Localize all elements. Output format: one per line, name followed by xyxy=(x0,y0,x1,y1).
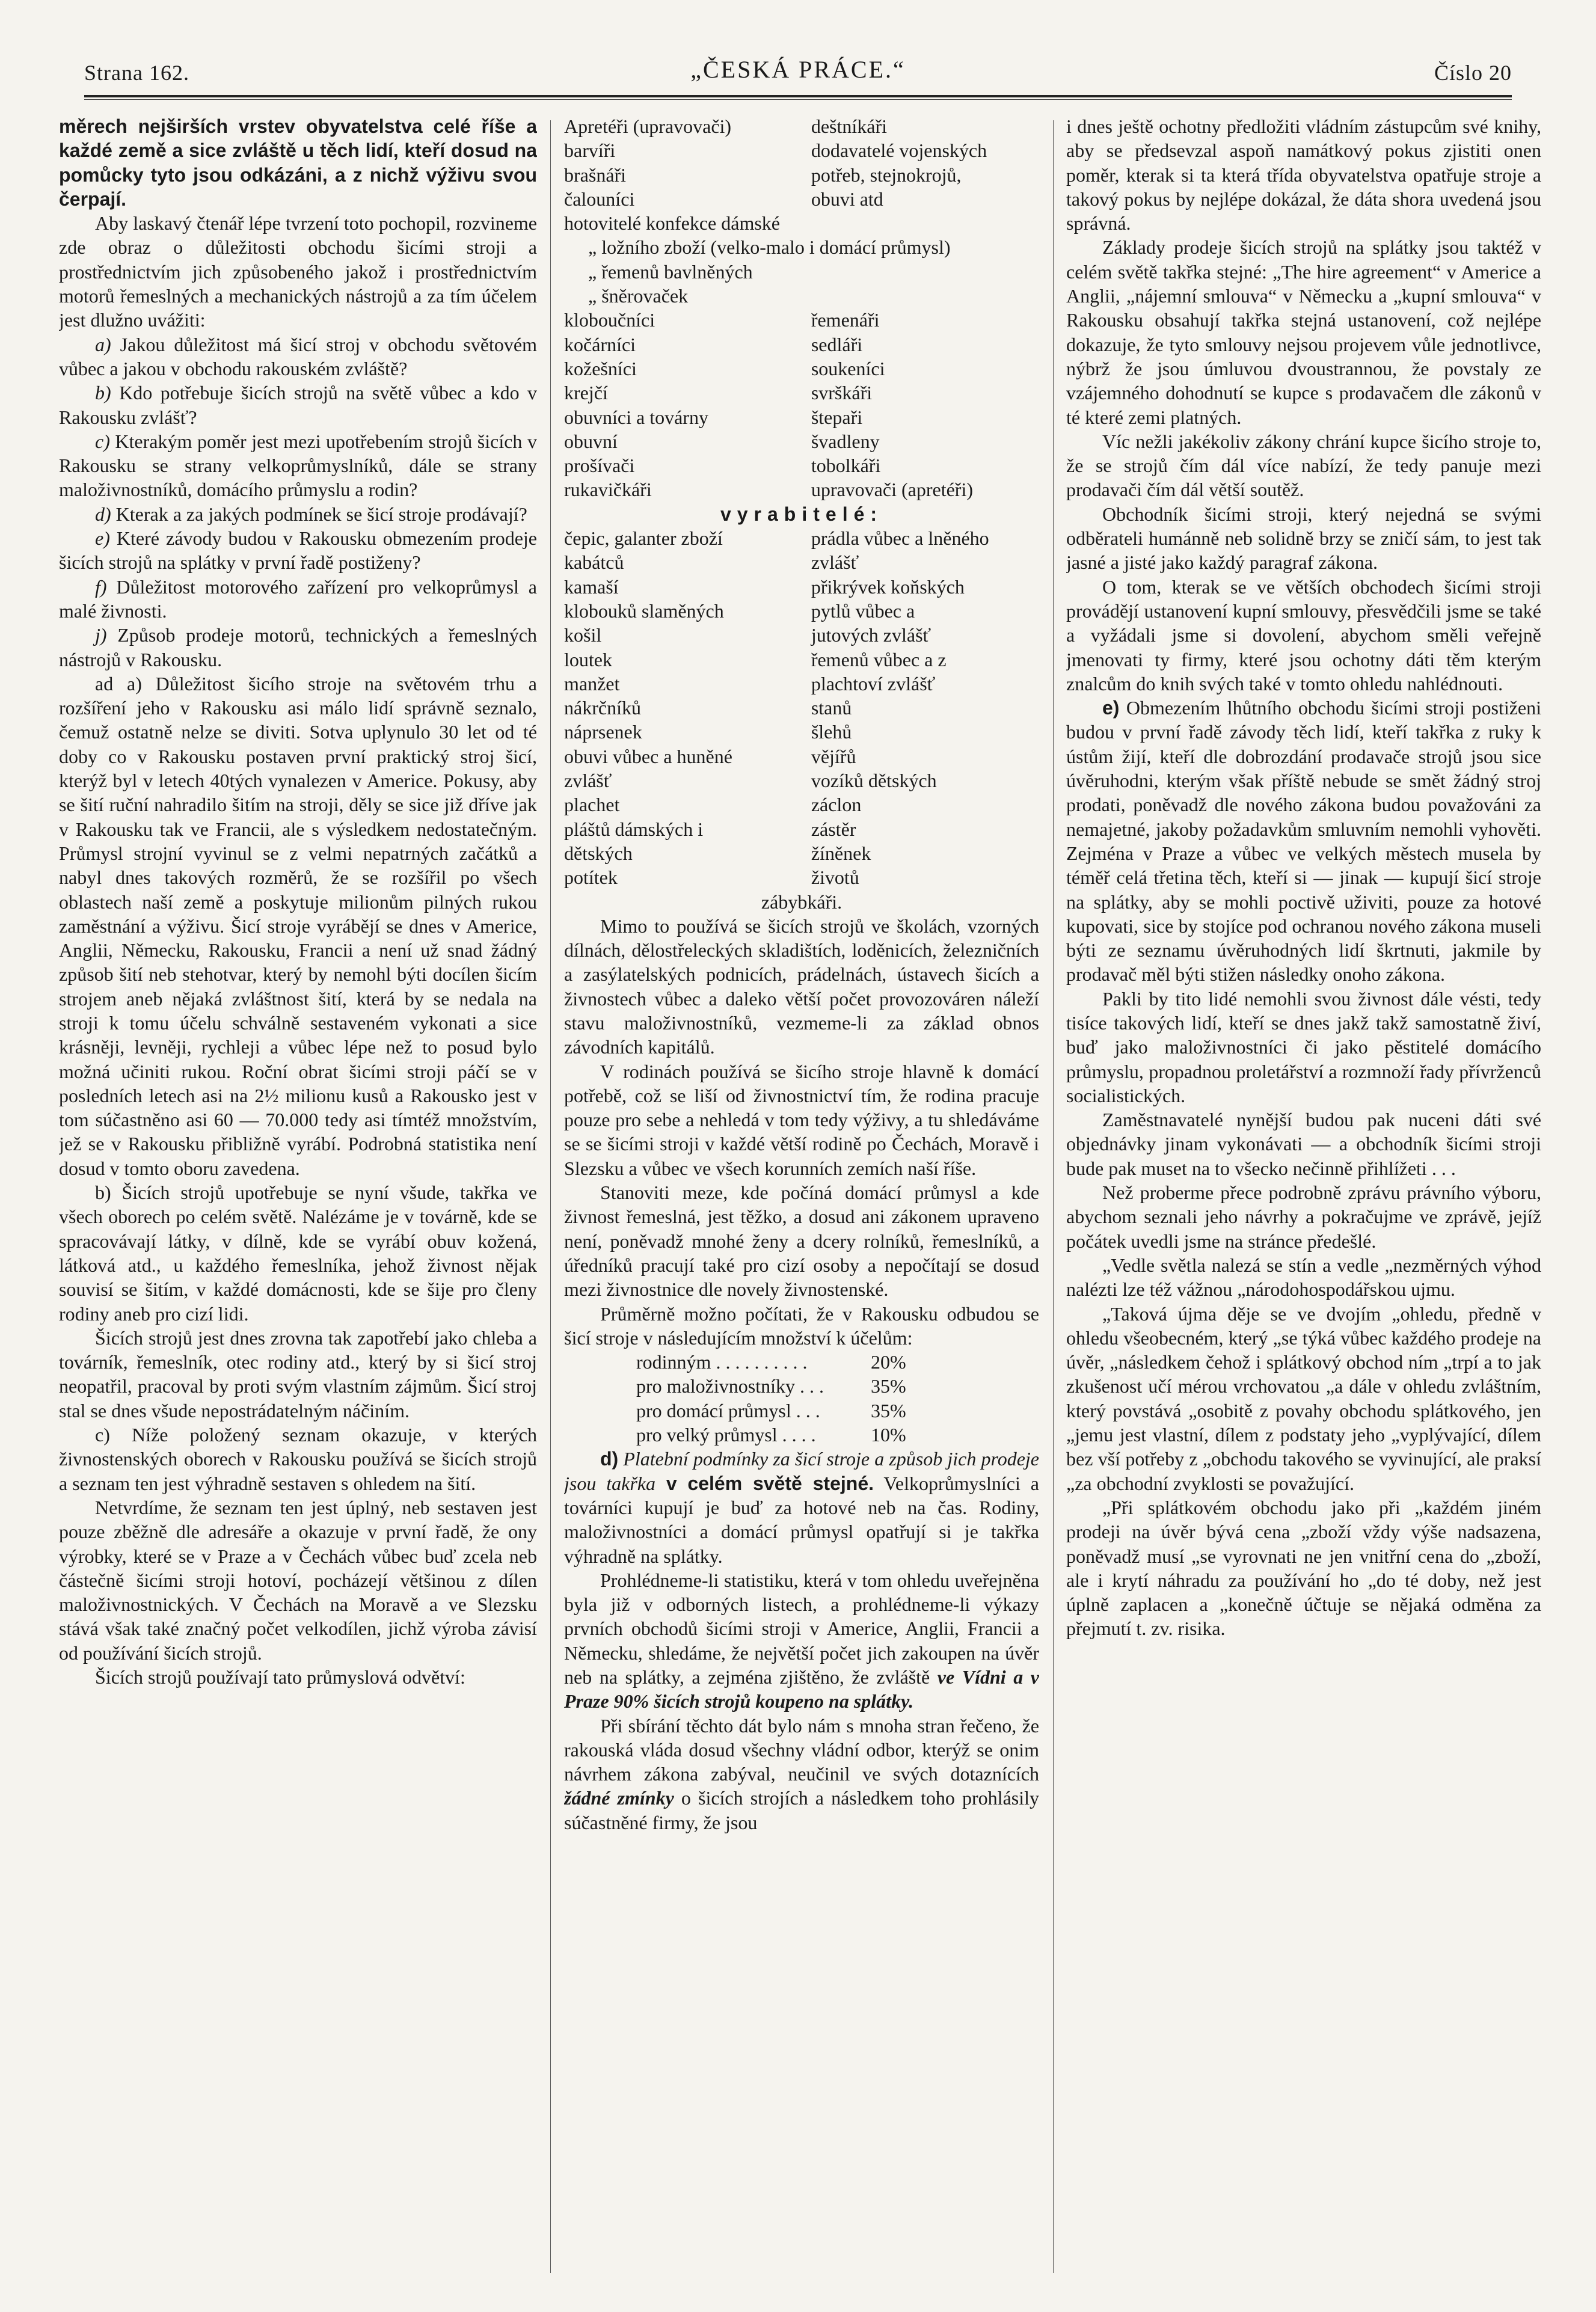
trade-list-mid xyxy=(564,308,1039,501)
trade-name: tobolkáři xyxy=(811,455,881,477)
konfekce-item: „ řemenů bavlněných xyxy=(588,260,753,283)
trade-row xyxy=(564,308,1039,332)
lead-paragraph: měrech nejširších vrstev obyvatelstva celé říše a každé země a sice zvláště u těch lidí, kteří dosud na pomůcky tyto jsou odkázáni, a z nichž výživu svou čerpají. xyxy=(59,115,537,210)
trade-name: životů xyxy=(811,866,859,889)
section-text: Velkoprůmyslníci a továrníci kupují je buď za hotové neb na čas. Rodiny, maloživnostníci a domácí průmysl opatřují si je takřka výhradně na splátky. xyxy=(564,1472,1039,1567)
stat-label: pro domácí průmysl . . . xyxy=(636,1399,820,1421)
paragraph: ad a) Důležitost šicího stroje na světovém trhu a rozšíření jeho v Rakousku asi málo lidí správně seznalo, čemuž ostatně nelze se diviti. Sotva uplynulo 30 let od té doby co v Rakousku postaven první praktický stroj šicí, kterýž byl v letech 40tých vynalezen v Americe. Pokusy, aby se šití ruční nahradilo šitím na stroji, děly se sice již dříve jak v Rakousku tak ve Francii, ale s výsledkem nedostatečným. Průmysl strojní vyvinul se z velmi nepatrných začátků a nabyl dnes takových rozměrů, že se rozšířil po všech oblastech naší země a poskytuje milionům pilných rukou zaměstnání a výživu. Šicí stroje vyrábějí se dnes v Americe, Anglii, Německu, Rakousku, Francii a není už snad žádný způsob šití neb stehotvar, který by nemohl býti docílen šicím strojem aneb nějaká zvláštnost šití, která by se nedala na stroji k tomu účelu schválně sestaveném vykonati a sice krásněji, levněji, rychleji a vůbec lépe než to posud bylo možná učiniti rukou. Roční obrat šicími stroji páčí se v posledních letech asi na 2½ milionu kusů a Rakousko jest v tom súčastněno asi 60 — 70.000 tedy asi tímtéž množstvím, jež se v Rakousku přibližně vyrábí. Podrobná statistika není dosud v tomto oboru zavedena. xyxy=(59,672,537,1179)
trade-row xyxy=(564,187,1039,211)
stat-row xyxy=(636,1423,1039,1447)
trade-row xyxy=(564,357,1039,381)
trade-row xyxy=(564,720,1039,744)
trade-row xyxy=(564,744,1039,768)
question-text: Kterakým poměr jest mezi upotřebením strojů šicích v Rakousku se strany velkoprůmyslníků, dále se strany maloživnostníků, domácího průmyslu a rodin? xyxy=(59,430,537,501)
page-number: Strana 162. xyxy=(84,61,189,85)
trade-row xyxy=(564,526,1039,550)
trade-name: krejčí xyxy=(564,382,608,404)
trade-row xyxy=(564,453,1039,477)
trade-row xyxy=(564,575,1039,599)
trade-row xyxy=(564,429,1039,453)
paragraph xyxy=(564,1714,1039,1835)
trade-name: klobouků slaměných xyxy=(564,599,724,622)
stat-label: pro maloživnostníky . . . xyxy=(636,1375,824,1397)
paragraph: Šicích strojů jest dnes zrovna tak zapotřebí jako chleba a továrník, řemeslník, otec rodiny atd., který by si šicí stroj neopatřil, pracoval by proti svým vlastním zájmům. Šicí stroj stal se dnes všude nepostrádatelným náčiním. xyxy=(59,1326,537,1421)
trade-name: švadleny xyxy=(811,430,880,452)
trade-row xyxy=(564,623,1039,647)
paragraph: V rodinách používá se šicího stroje hlavně k domácí potřebě, což se liší od živnostnictví tím, že rodina pracuje pouze pro sebe a nehledá v tom tedy výživy, a tu shledáváme se se šicími stroji v každé větší rodině po Čechách, Moravě i Slezsku a vůbec ve všech korunních zemích naší říše. xyxy=(564,1060,1039,1179)
konfekce-item: „ ložního zboží (velko-malo i domácí průmysl) xyxy=(588,236,951,259)
trade-name: zvlášť xyxy=(564,770,612,792)
trade-row xyxy=(564,138,1039,162)
stat-value: 10% xyxy=(871,1424,906,1446)
column-1 xyxy=(59,114,537,2273)
section-text: Obmezením lhůtního obchodu šicími stroji postiženi budou v první řadě závody těch lidí, kteří takřka z ruky k ústům žijí, kteří dle dobrozdání prodavače strojů jsou sice úvěruhodni, kterým však příště nebude se smět žádný stroj prodati, poněvadž dle nového zákona budou považováni za nemajetné, jakoby požadavkům smluvním nemohli vyhověti. Zejména v Praze a vůbec ve velkých městech musela by téměř celá třetina těch, kteří si — jinak — kupují šicí stroje na splátky, aby se mohli poctivě uživiti, pouze za hotové kupovati, sice by stojíce pod ochranou nového zákona museli býti ze seznamu úvěruhodných lidí škrtnuti, jakmile by prodavač měl býti stižen následky onoho zákona. xyxy=(1066,697,1541,986)
trade-name: štepaři xyxy=(811,406,863,428)
page-header xyxy=(84,55,1512,97)
trade-name: nákrčníků xyxy=(564,697,641,719)
trade-name: zástěr xyxy=(811,818,856,840)
journal-title: „ČESKÁ PRÁCE.“ xyxy=(690,56,906,83)
column-3 xyxy=(1066,114,1541,2273)
trade-name: plachet xyxy=(564,794,620,816)
trade-name: vozíků dětských xyxy=(811,770,937,792)
trade-list-producers xyxy=(564,526,1039,889)
column-divider-1 xyxy=(550,120,551,2273)
question-b xyxy=(59,381,537,429)
paragraph: Šicích strojů používají tato průmyslová odvětví: xyxy=(95,1666,465,1688)
konfekce-list xyxy=(564,211,1039,308)
quote: „Taková újma děje se ve dvojím „ohledu, předně v ohledu všeobecném, který „se týká vůbec každého prodeje na úvěr, „následkem čehož i splátkový obchod ním „trpí a to jak zkušenost učí mérou vrchovatou „a dále v ohledu zvláštním, který povstává „osobitě z povahy obchodu splátkového, jen „jemu jest vlastní, dílem z podstaty jeho „vyplývající, dílem bez vší potřeby z „obchodu takového se vyvinující, ale praksí „za obchodní zvyklosti se považující. xyxy=(1066,1302,1541,1494)
trade-name: obuvní xyxy=(564,430,618,452)
trade-name: upravovači (apretéři) xyxy=(811,479,973,501)
konfekce-item: hotovitelé konfekce dámské xyxy=(564,212,780,235)
paragraph-text: Prohlédneme-li statistiku, která v tom ohledu uveřejněna byla již v odborných listech, a prohlédneme-li výkazy prvních obchodů šicími stroji v Americe, Anglii, Francii a Německu, shledáme, že největší počet jich zakoupen na úvěr neb na splátky, a zejména zjištěno, že zvláště xyxy=(564,1569,1039,1688)
trade-name: zvlášť xyxy=(811,551,859,574)
trade-name: pytlů vůbec a xyxy=(811,599,915,622)
question-text: Které závody budou v Rakousku obmezením prodeje šicích strojů na splátky v první řadě postiženy? xyxy=(59,527,537,574)
konfekce-item: „ šněrovaček xyxy=(588,285,689,307)
trade-name: prádla vůbec a lněného xyxy=(811,527,989,550)
trade-name: obuvi vůbec a huněné xyxy=(564,745,732,767)
emphasis: žádné zmínky xyxy=(564,1787,674,1809)
trade-name: soukeníci xyxy=(811,357,885,379)
paragraph xyxy=(564,1568,1039,1714)
trade-name: náprsenek xyxy=(564,721,642,743)
list-marker: f) xyxy=(95,575,107,598)
usage-statistics xyxy=(636,1350,1039,1447)
stat-value: 20% xyxy=(871,1351,906,1373)
paragraph: Průměrně možno počítati, že v Rakousku odbudou se šicí stroje v následujícím množství k účelům: xyxy=(564,1302,1039,1349)
question-d xyxy=(59,502,537,526)
question-text: Důležitost motorového zařízení pro velkoprůmysl a malé živnosti. xyxy=(59,575,537,622)
trade-name: šlehů xyxy=(811,721,852,743)
trade-name: žíněnek xyxy=(811,842,871,864)
trade-name: plachtoví zvlášť xyxy=(811,672,936,695)
question-j xyxy=(59,623,537,672)
trade-name: sedláři xyxy=(811,333,863,355)
paragraph: Základy prodeje šicích strojů na splátky jsou taktéž v celém světě takřka stejné: „The hire agreement“ v Americe a Anglii, „nájemní smlouva“ v Německu a „kupní smlouva“ v Rakousku obsahují takřka stejná ustanovení, což nejlépe dokazuje, že tyto smlouvy nejsou projevem vůle jednotlivce, nýbrž že jsou úmluvou dvoustrannou, že povstaly ze vzájemného dohodnutí se kupce s prodavačem dle zákonů v té které zemi platných. xyxy=(1066,236,1541,428)
question-text: Kdo potřebuje šicích strojů na světě vůbec a kdo v Rakousku zvlášť? xyxy=(59,382,537,428)
paragraph: Mimo to používá se šicích strojů ve školách, vzorných dílnách, dělostřeleckých skladištích, loděnicích, železničních a zasýlatelských podnicích, prádelnách, ústavech šicích a živnostech vůbec a daleko větší počet provozováren náleží stavu maloživnostníků, vezmeme-li za základ obnos závodních kapitálů. xyxy=(564,915,1039,1058)
list-marker: d) xyxy=(600,1448,619,1470)
trade-row xyxy=(564,793,1039,817)
trade-name: jutových zvlášť xyxy=(811,624,932,646)
column-divider-2 xyxy=(1053,120,1054,2273)
stat-row xyxy=(636,1350,1039,1374)
trade-name: čalouníci xyxy=(564,188,635,210)
trade-row xyxy=(564,163,1039,187)
stat-value: 35% xyxy=(871,1399,906,1421)
paragraph: Stanoviti meze, kde počíná domácí průmysl a kde živnost řemeslná, jest těžko, a dosud ani zákonem upraveno není, poněvadž mnohé ženy a dcery rolníků, řemeslníků, a úředníků pracují také pro cizí osoby a nepočítají se dosud mezi živnostnice dle novely živnostenské. xyxy=(564,1182,1039,1301)
issue-number: Číslo 20 xyxy=(1434,61,1512,85)
paragraph: Obchodník šicími stroji, který nejedná se svými odběrateli humánně neb solidně brzy se zničí sám, to jest tak jasné a jisté jako každý paragraf zákona. xyxy=(1066,503,1541,574)
trade-name: manžet xyxy=(564,672,620,695)
trade-name: stanů xyxy=(811,697,852,719)
question-c xyxy=(59,429,537,502)
paragraph: Aby laskavý čtenář lépe tvrzení toto pochopil, rozvineme zde obraz o důležitosti obchodu šicími stroji a prostřednictvím jich způsobeného jakož i prostřednictvím motorů řemeslných a mechanických nástrojů a za tím účelem jest dlužno uvážiti: xyxy=(59,212,537,331)
trade-row xyxy=(564,599,1039,623)
stat-row xyxy=(636,1399,1039,1423)
question-a xyxy=(59,333,537,381)
paragraph: b) Šicích strojů upotřebuje se nyní všude, takřka ve všech oborech po celém světě. Nalézáme je v továrně, kde se spracovávají látky, v dílně, kde se vyrábí obuv kožená, látková atd., u každého řemeslníka, jehož živnost nějak souvisí se šitím, v každé domácnosti, kde se šije pro členy rodiny aneb pro cizí lidi. xyxy=(59,1182,537,1325)
trade-name: pláštů dámských i xyxy=(564,818,704,840)
list-marker: e) xyxy=(1102,697,1120,719)
trade-name: barvíři xyxy=(564,140,616,162)
trade-row xyxy=(564,648,1039,672)
paragraph: Pakli by tito lidé nemohli svou živnost dále vésti, tedy tisíce takových lidí, kteří se dnes jakž takž samostatně živí, buď jako maloživnostníci či jako pěstitelé domácího průmyslu, propadnou proletářství a rozmnoží řady přívrženců socialistických. xyxy=(1066,987,1541,1106)
paragraph: Než proberme přece podrobně zprávu právního výboru, abychom seznali jeho návrhy a pokračujme ve zprávě, jejíž počátek uvedli jsme na stránce předešlé. xyxy=(1066,1182,1541,1252)
list-marker: j) xyxy=(95,624,107,646)
paragraph-text: Při sbírání těchto dát bylo nám s mnoha stran řečeno, že rakouská vláda dosud všechny vládní odbor, kterýž se onim návrhem zákona zabýval, neučinil ve svých dotaznících xyxy=(564,1714,1039,1785)
column-2 xyxy=(564,114,1039,2273)
trade-name: kloboučníci xyxy=(564,309,655,331)
trade-row xyxy=(564,672,1039,696)
trade-name: košil xyxy=(564,624,602,646)
paragraph: Víc nežli jakékoliv zákony chrání kupce šicího stroje to, že se strojů čím dál více nabízí, že tedy panuje mezi prodavači čím dál větší soutěž. xyxy=(1066,430,1541,501)
trade-name: rukavičkáři xyxy=(564,479,652,501)
trade-name: obuvníci a továrny xyxy=(564,406,708,428)
trade-name: řemenů vůbec a z xyxy=(811,648,947,670)
trade-name: obuvi atd xyxy=(811,188,883,210)
trade-name: kožešníci xyxy=(564,357,637,379)
trade-row xyxy=(564,405,1039,429)
emphasis: ve Vídni a v Praze 90% šicích strojů koupeno na splátky. xyxy=(564,1666,1039,1713)
trade-row xyxy=(564,381,1039,405)
trade-name: přikrývek koňských xyxy=(811,575,965,598)
section-d xyxy=(564,1447,1039,1568)
trade-name: čepic, galanter zboží xyxy=(564,527,723,550)
section-title-bold: v celém světě stejné. xyxy=(655,1472,874,1494)
trade-row xyxy=(564,865,1039,889)
trade-name: Apretéři (upravovači) xyxy=(564,115,732,137)
stat-label: pro velký průmysl . . . . xyxy=(636,1424,816,1446)
trade-name: brašnáři xyxy=(564,164,627,186)
question-text: Jakou důležitost má šicí stroj v obchodu světovém vůbec a jakou v obchodu rakouském zvláště? xyxy=(59,333,537,379)
question-e xyxy=(59,526,537,575)
trade-row xyxy=(564,477,1039,501)
paragraph: c) Níže položený seznam okazuje, v kterých živnostenských oborech v Rakousku používá se šicích strojů a seznam ten jest výhradně sestaven s ohledem na šití. xyxy=(59,1424,537,1494)
list-marker: d) xyxy=(95,503,111,525)
list-marker: e) xyxy=(95,527,110,550)
trade-name: kočárníci xyxy=(564,333,636,355)
list-end: zábybkáři. xyxy=(761,891,843,913)
trade-name: svrškáři xyxy=(811,382,873,404)
list-marker: b) xyxy=(95,382,111,404)
trade-name: loutek xyxy=(564,648,612,670)
list-marker: a) xyxy=(95,333,111,355)
trade-name: kabátců xyxy=(564,551,624,574)
paragraph: O tom, kterak se ve větších obchodech šicími stroji provádějí ustanovení kupní smlouvy, přesvědčili jsme se také a vyžádali jsme si dovolení, abychom směli veřejně jmenovati ty firmy, které jsou ochotny dáti těm kterým znalcům do knih svých také v tomto ohledu nahlédnouti. xyxy=(1066,575,1541,695)
trade-name: dodavatelé vojenských xyxy=(811,140,987,162)
trade-name: prošívači xyxy=(564,455,635,477)
trade-row xyxy=(564,696,1039,720)
stat-value: 35% xyxy=(871,1375,906,1397)
trade-name: potítek xyxy=(564,866,618,889)
section-heading: vyrabitelé: xyxy=(720,503,883,525)
paragraph: Netvrdíme, že seznam ten jest úplný, neb sestaven jest pouze zběžně dle adresáře a okazuje v první řadě, že ony výrobky, které se v Praze a v Čechách vůbec buď zcela neb částečně šicími stroji hotoví, pocházejí většinou z dílen maloživnostnických. V Čechách na Moravě a ve Slezsku stává však také značný počet velkodílen, jichž výroba závisí od používání šicích strojů. xyxy=(59,1496,537,1664)
stat-row xyxy=(636,1374,1039,1398)
paragraph: Zaměstnavatelé nynější budou pak nuceni dáti své objednávky jinam vykonávati — a obchodník šicími stroji bude pak muset na to všecko nečinně přihlížeti . . . xyxy=(1066,1109,1541,1179)
paragraph: i dnes ještě ochotny předložiti vládním zástupcům své knihy, aby se předsevzal aspoň namátkový pokus zjistiti onen poměr, kterak si ta která třída obyvatelstva opatřuje stroje a takový pokus by nejlépe dokázal, že dáta shora uvedená jsou správná. xyxy=(1066,115,1541,235)
quote: „Při splátkovém obchodu jako při „každém jiném prodeji na úvěr bývá cena „zboží vždy výše nadsazena, poněvadž musí „se vyrovnati ne jen vnitřní cena do „zboží, ale i krytí náhradu za používání ho „do té doby, než jest úplně zaplacen a „konečně účtuje se nějaká odměna za přejmutí t. zv. risika. xyxy=(1066,1496,1541,1640)
trade-name: řemenáři xyxy=(811,309,880,331)
trade-name: kamaší xyxy=(564,575,619,598)
trade-name: vějířů xyxy=(811,745,856,767)
trade-list-top xyxy=(564,114,1039,211)
paragraph-text: o šicích strojích a následkem toho prohlásily súčastněné firmy, že jsou xyxy=(564,1787,1039,1833)
question-f xyxy=(59,575,537,624)
trade-row xyxy=(564,550,1039,574)
section-e xyxy=(1066,696,1541,987)
trade-row xyxy=(564,114,1039,138)
trade-row xyxy=(564,817,1039,841)
trade-row xyxy=(564,768,1039,793)
trade-row xyxy=(564,841,1039,865)
trade-name: záclon xyxy=(811,794,862,816)
trade-name: dětských xyxy=(564,842,633,864)
question-text: Kterak a za jakých podmínek se šicí stroje prodávají? xyxy=(111,503,527,525)
trade-name: potřeb, stejnokrojů, xyxy=(811,164,962,186)
trade-name: deštníkáři xyxy=(811,115,887,137)
quote: „Vedle světla nalezá se stín a vedle „nezměrných výhod nalézti lze též vážnou „národohospodářskou ujmu. xyxy=(1066,1254,1541,1301)
section-title: Platební podmínky za šicí stroje a způsob jich prodeje jsou takřka xyxy=(564,1448,1039,1494)
stat-label: rodinným . . . . . . . . . . xyxy=(636,1351,808,1373)
header-rule xyxy=(84,95,1512,100)
trade-row xyxy=(564,333,1039,357)
list-marker: c) xyxy=(95,430,110,452)
question-text: Způsob prodeje motorů, technických a řemeslných nástrojů v Rakousku. xyxy=(59,624,537,670)
